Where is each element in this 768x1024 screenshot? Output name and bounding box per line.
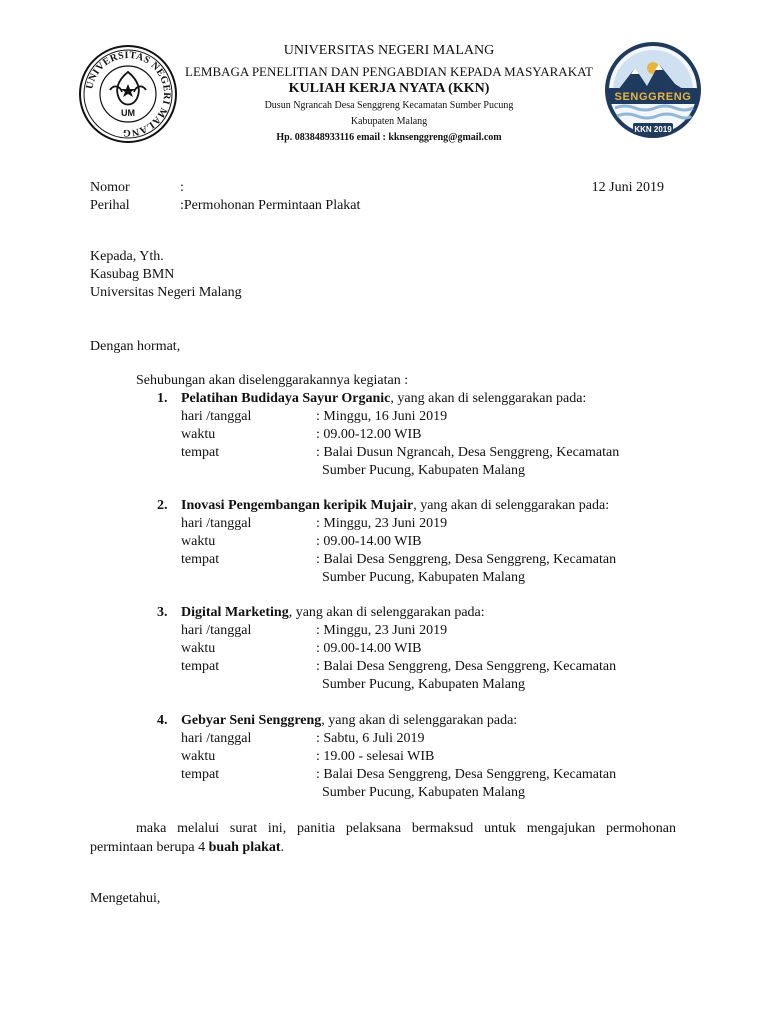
event-3-place-line1: : Balai Desa Senggreng, Desa Senggreng, Kecamatan (316, 659, 617, 674)
event-2-date-label: hari /tanggal (181, 516, 252, 531)
event-4-title: Gebyar Seni Senggreng (181, 713, 322, 728)
event-2-number: 2. (157, 498, 168, 513)
event-1-heading (181, 390, 586, 408)
sign-off: Mengetahui, (90, 891, 161, 906)
closing-end: . (280, 840, 285, 855)
recipient-line-1: Kepada, Yth. (90, 249, 164, 264)
event-4-time-label: waktu (181, 749, 216, 764)
event-3-number: 3. (157, 605, 168, 620)
greeting: Dengan hormat, (90, 339, 181, 354)
um-logo-mark: UM (121, 108, 135, 118)
event-1-date-label: hari /tanggal (181, 409, 252, 424)
um-logo-ring-text: UNIVERSITAS NEGERI MALANG (84, 49, 173, 139)
event-1-place-line1: : Balai Dusun Ngrancah, Desa Senggreng, Kecamatan (316, 445, 620, 460)
event-3-date-value: : Minggu, 23 Juni 2019 (316, 623, 448, 638)
nomor-separator: : (180, 180, 184, 195)
event-4-number: 4. (157, 713, 168, 728)
kkn-logo-year: KKN 2019 (634, 125, 672, 134)
recipient-line-2: Kasubag BMN (90, 267, 175, 282)
event-4-place-line1: : Balai Desa Senggreng, Desa Senggreng, Kecamatan (316, 767, 617, 782)
event-3-place-label: tempat (181, 659, 220, 674)
event-3-heading (181, 604, 485, 622)
event-2-title: Inovasi Pengembangan keripik Mujair (181, 498, 414, 513)
event-4-suffix: , yang akan di selenggarakan pada: (321, 713, 518, 728)
event-1-place-line2: Sumber Pucung, Kabupaten Malang (322, 463, 525, 478)
event-2-date-value: : Minggu, 23 Juni 2019 (316, 516, 448, 531)
event-3-date-label: hari /tanggal (181, 623, 252, 638)
header-address-line2: Kabupaten Malang (350, 116, 428, 127)
event-1-place-label: tempat (181, 445, 220, 460)
event-4-time-value: : 19.00 - selesai WIB (316, 749, 435, 764)
event-3-suffix: , yang akan di selenggarakan pada: (288, 605, 485, 620)
header-contact: Hp. 083848933116 email : kknsenggreng@gmail.com (276, 132, 502, 143)
event-2-place-label: tempat (181, 552, 220, 567)
event-1-title: Pelatihan Budidaya Sayur Organic (181, 391, 391, 406)
event-2-time-value: : 09.00-14.00 WIB (316, 534, 422, 549)
closing-bold: buah plakat (208, 840, 281, 855)
header-institute: LEMBAGA PENELITIAN DAN PENGABDIAN KEPADA MASYARAKAT (185, 64, 593, 79)
event-1-time-label: waktu (181, 427, 216, 442)
event-1-number: 1. (157, 391, 168, 406)
event-4-place-label: tempat (181, 767, 220, 782)
event-4-place-line2: Sumber Pucung, Kabupaten Malang (322, 785, 525, 800)
event-1-time-value: : 09.00-12.00 WIB (316, 427, 422, 442)
header-program: KULIAH KERJA NYATA (KKN) (288, 81, 490, 96)
event-3-place-line2: Sumber Pucung, Kabupaten Malang (322, 677, 525, 692)
closing-paragraph (90, 819, 676, 857)
event-1-suffix: , yang akan di selenggarakan pada: (390, 391, 587, 406)
recipient-line-3: Universitas Negeri Malang (90, 285, 242, 300)
event-2-heading (181, 497, 609, 515)
event-4-date-label: hari /tanggal (181, 731, 252, 746)
event-2-suffix: , yang akan di selenggarakan pada: (413, 498, 610, 513)
event-3-time-value: : 09.00-14.00 WIB (316, 641, 422, 656)
event-3-title: Digital Marketing (181, 605, 289, 620)
event-3-time-label: waktu (181, 641, 216, 656)
intro-text: Sehubungan akan diselenggarakannya kegiatan : (136, 373, 409, 388)
header-university: UNIVERSITAS NEGERI MALANG (283, 43, 495, 58)
event-1-date-value: : Minggu, 16 Juni 2019 (316, 409, 448, 424)
event-2-place-line1: : Balai Desa Senggreng, Desa Senggreng, Kecamatan (316, 552, 617, 567)
header-address-line1: Dusun Ngrancah Desa Senggreng Kecamatan Sumber Pucung (264, 100, 514, 111)
closing-text: maka melalui surat ini, panitia pelaksana bermaksud untuk mengajukan permohonan permintaan berupa 4 (90, 821, 676, 855)
letter-date: 12 Juni 2019 (591, 180, 664, 195)
nomor-label: Nomor (90, 180, 130, 195)
perihal-label: Perihal (90, 198, 130, 213)
event-2-time-label: waktu (181, 534, 216, 549)
kkn-logo-name: SENGGRENG (614, 91, 692, 103)
event-2-place-line2: Sumber Pucung, Kabupaten Malang (322, 570, 525, 585)
event-4-heading (181, 712, 517, 730)
perihal-value: :Permohonan Permintaan Plakat (180, 198, 361, 213)
event-4-date-value: : Sabtu, 6 Juli 2019 (316, 731, 425, 746)
